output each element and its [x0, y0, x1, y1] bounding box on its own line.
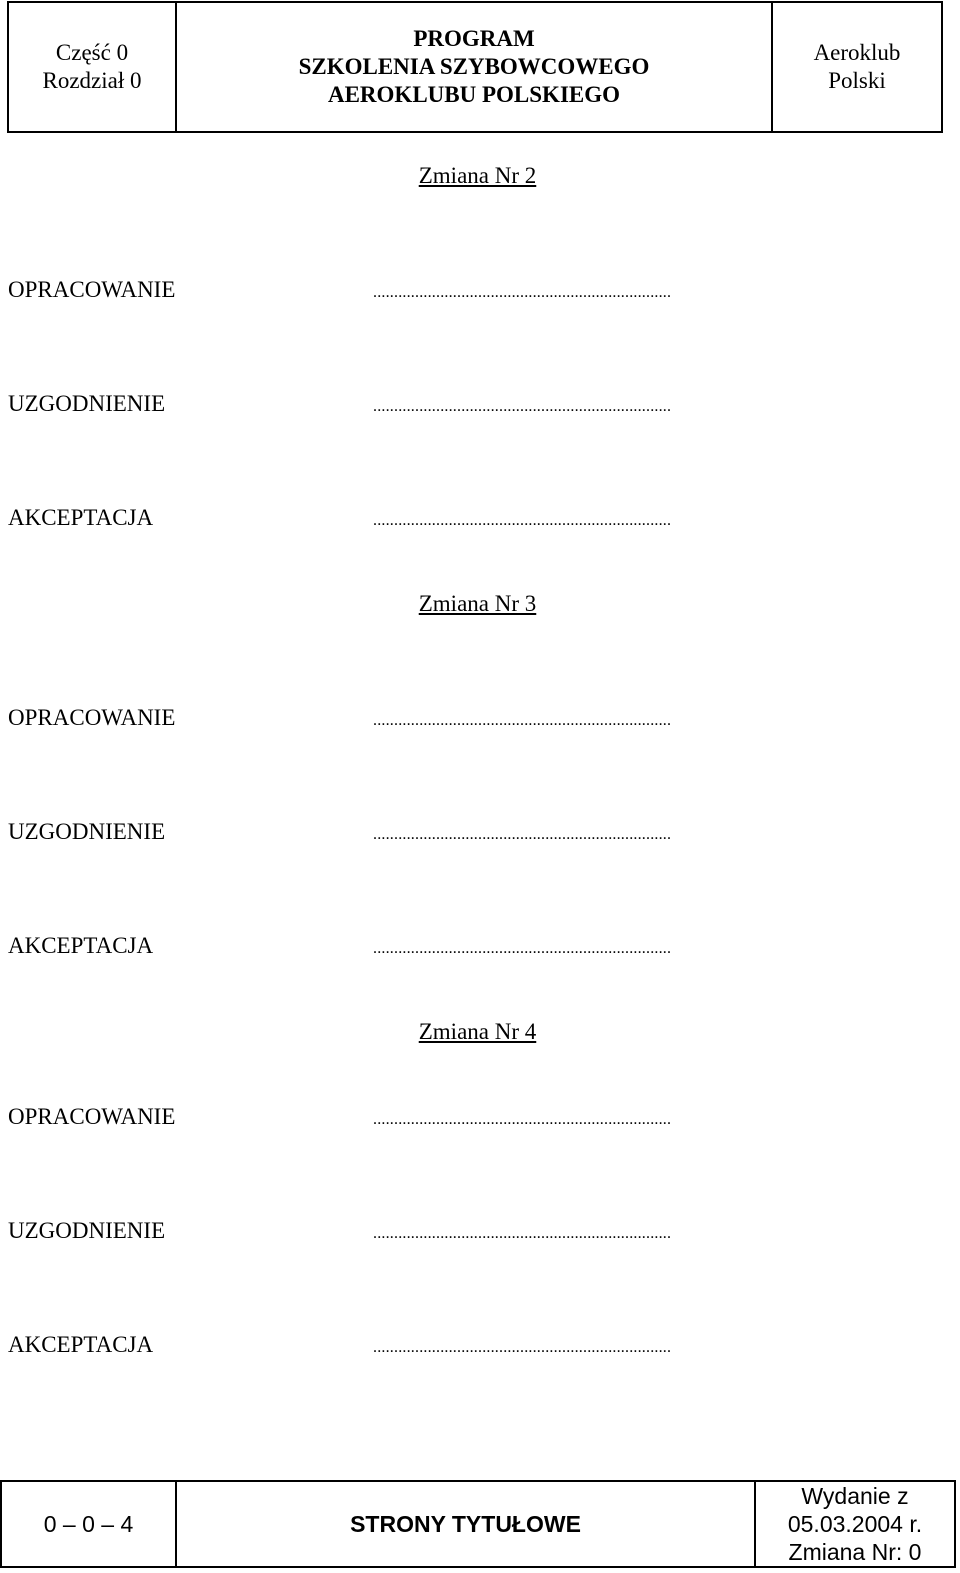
signature-label: OPRACOWANIE: [8, 1104, 176, 1129]
header-title-line-1: PROGRAM: [413, 26, 535, 51]
footer-table: [0, 1480, 956, 1568]
change-title: Zmiana Nr 3: [418, 591, 537, 616]
footer-section-title: STRONY TYTUŁOWE: [176, 1481, 755, 1567]
header-title-line-3: AEROKLUBU POLSKIEGO: [327, 82, 621, 107]
signature-line: .......................................................................: [373, 398, 672, 415]
footer-edition-cell: [755, 1481, 955, 1567]
header-part: Część 0: [55, 40, 129, 65]
header-chapter: Rozdział 0: [42, 68, 142, 93]
signature-label: UZGODNIENIE: [8, 819, 166, 844]
signature-line: .......................................................................: [373, 940, 672, 957]
signature-label: AKCEPTACJA: [8, 505, 154, 530]
footer-page-number: 0 – 0 – 4: [1, 1481, 176, 1567]
header-org-line-1: Aeroklub: [813, 40, 901, 65]
footer-change-number: Zmiana Nr: 0: [788, 1539, 922, 1565]
signature-label: OPRACOWANIE: [8, 705, 176, 730]
signature-line: .......................................................................: [373, 1339, 672, 1356]
header-title-cell: [176, 2, 772, 132]
header-title-line-2: SZKOLENIA SZYBOWCOWEGO: [298, 54, 650, 79]
signature-label: UZGODNIENIE: [8, 391, 166, 416]
signature-label: AKCEPTACJA: [8, 1332, 154, 1357]
signature-label: UZGODNIENIE: [8, 1218, 166, 1243]
change-title: Zmiana Nr 4: [418, 1019, 537, 1044]
signature-line: .......................................................................: [373, 712, 672, 729]
change-title: Zmiana Nr 2: [418, 163, 537, 188]
signature-label: AKCEPTACJA: [8, 933, 154, 958]
signature-line: .......................................................................: [373, 1225, 672, 1242]
header-org-cell: [772, 2, 942, 132]
signature-label: OPRACOWANIE: [8, 277, 176, 302]
signature-line: .......................................................................: [373, 512, 672, 529]
footer-edition-line-1: Wydanie z: [801, 1483, 909, 1509]
signature-line: .......................................................................: [373, 1111, 672, 1128]
signature-line: .......................................................................: [373, 284, 672, 301]
header-org-line-2: Polski: [828, 68, 886, 93]
header-section-cell: [8, 2, 176, 132]
signature-line: .......................................................................: [373, 826, 672, 843]
footer-edition-date: 05.03.2004 r.: [787, 1511, 923, 1537]
header-table: [7, 1, 943, 133]
